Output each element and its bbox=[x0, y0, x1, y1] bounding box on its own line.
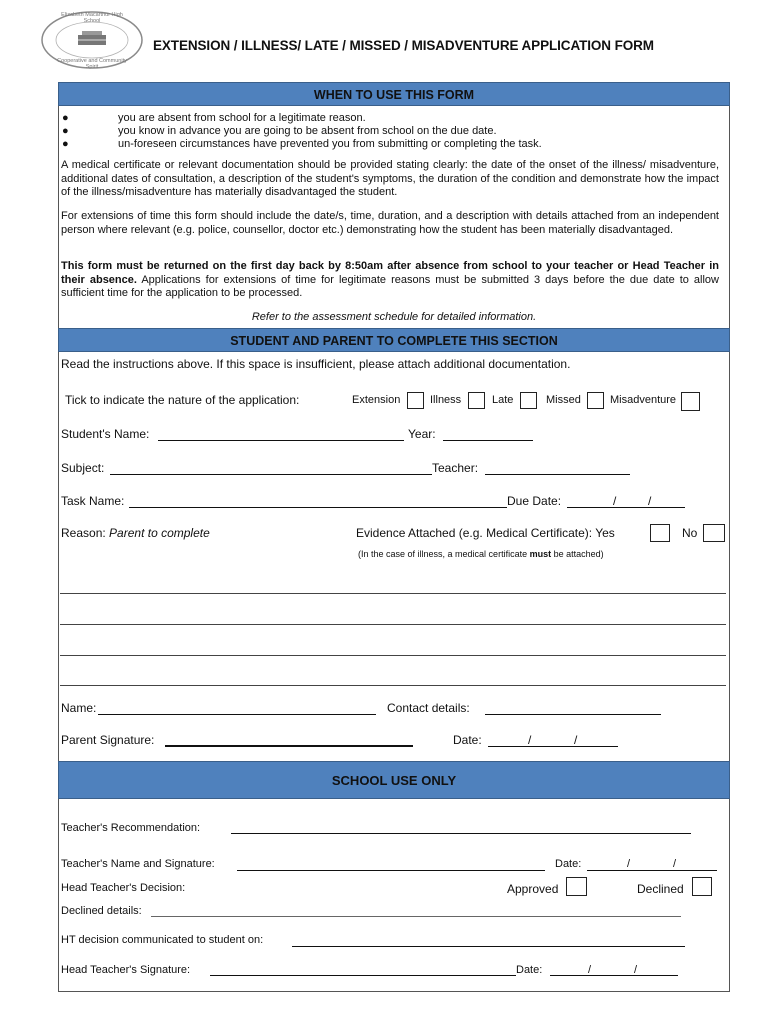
due-date-sep: / bbox=[648, 494, 652, 508]
evidence-label: Evidence Attached (e.g. Medical Certificate): Yes bbox=[356, 526, 615, 540]
recommendation-label: Teacher's Recommendation: bbox=[61, 822, 201, 834]
return-paragraph bbox=[61, 260, 719, 301]
year-field[interactable] bbox=[443, 440, 533, 441]
ht-date-label: Date: bbox=[516, 964, 543, 976]
parent-date-sep: / bbox=[574, 733, 578, 747]
ht-date-sep: / bbox=[634, 964, 638, 976]
medical-paragraph: A medical certificate or relevant documentation should be provided stating clearly: the date of the onset of the illness/ misadventure, additional dates of consultation, a description of the student's symptoms, the duration of the condition and demonstrate how the impact of the illness/misadventure has materially disadvantaged the student. bbox=[61, 159, 719, 198]
teacher-date-field[interactable] bbox=[587, 870, 717, 871]
page-title: EXTENSION / ILLNESS/ LATE / MISSED / MISADVENTURE APPLICATION FORM bbox=[153, 38, 654, 53]
option-extension-label: Extension bbox=[352, 394, 401, 406]
task-name-label: Task Name: bbox=[61, 494, 125, 508]
teacher-date-sep: / bbox=[627, 858, 631, 870]
student-name-label: Student's Name: bbox=[61, 427, 150, 441]
year-label: Year: bbox=[408, 427, 436, 441]
declined-label: Declined bbox=[637, 882, 684, 896]
communicated-field[interactable] bbox=[292, 946, 685, 947]
student-heading: STUDENT AND PARENT TO COMPLETE THIS SECTION bbox=[58, 328, 730, 352]
subject-label: Subject: bbox=[61, 461, 105, 475]
extension-checkbox[interactable] bbox=[407, 392, 424, 409]
extensions-paragraph: For extensions of time this form should include the date/s, time, duration, and a description with details attached from an independent person where relevant (e.g. police, counsellor, doctor etc.) demonstrating how the student has been materially disadvantaged. bbox=[61, 210, 719, 236]
reason-line[interactable] bbox=[60, 593, 726, 594]
parent-date-label: Date: bbox=[453, 733, 482, 747]
option-illness-label: Illness bbox=[430, 394, 462, 406]
contact-field[interactable] bbox=[485, 714, 661, 715]
parent-signature-label: Parent Signature: bbox=[61, 733, 155, 747]
due-date-label: Due Date: bbox=[507, 494, 562, 508]
bullet-icon: ● bbox=[62, 125, 69, 137]
option-late-label: Late bbox=[492, 394, 514, 406]
bullet-icon: ● bbox=[62, 112, 69, 124]
teacher-date-sep: / bbox=[673, 858, 677, 870]
ht-decision-label: Head Teacher's Decision: bbox=[61, 882, 186, 894]
reason-line[interactable] bbox=[60, 685, 726, 686]
reason-line[interactable] bbox=[60, 655, 726, 656]
student-name-field[interactable] bbox=[158, 440, 404, 441]
due-date-sep: / bbox=[613, 494, 617, 508]
subject-field[interactable] bbox=[110, 474, 432, 475]
reason-line[interactable] bbox=[60, 624, 726, 625]
approved-checkbox[interactable] bbox=[566, 877, 587, 896]
teacher-label: Teacher: bbox=[432, 461, 479, 475]
option-missed-label: Missed bbox=[546, 394, 581, 406]
ht-signature-label: Head Teacher's Signature: bbox=[61, 964, 191, 976]
teacher-signature-field[interactable] bbox=[237, 870, 545, 871]
parent-signature-field[interactable] bbox=[165, 745, 413, 747]
parent-date-field[interactable] bbox=[488, 746, 618, 747]
declined-details-field[interactable] bbox=[151, 916, 681, 917]
refer-note: Refer to the assessment schedule for detailed information. bbox=[251, 311, 537, 323]
contact-label: Contact details: bbox=[387, 701, 470, 715]
parent-name-label: Name: bbox=[61, 701, 97, 715]
bullet-text: you are absent from school for a legitimate reason. bbox=[118, 112, 366, 124]
return-bold: This form must be returned on the first day back by 8:50am after absence from school to your teacher or Head Teacher in their absence. bbox=[61, 260, 719, 286]
illness-note-a: (In the case of illness, a medical certificate bbox=[358, 549, 530, 559]
misadventure-checkbox[interactable] bbox=[681, 392, 700, 411]
approved-label: Approved bbox=[507, 882, 559, 896]
illness-note-c: be attached) bbox=[551, 549, 604, 559]
illness-checkbox[interactable] bbox=[468, 392, 485, 409]
evidence-yes-checkbox[interactable] bbox=[650, 524, 670, 542]
instructions-text: Read the instructions above. If this space is insufficient, please attach additional documentation. bbox=[61, 357, 571, 371]
parent-name-field[interactable] bbox=[98, 714, 376, 715]
reason-hint: Parent to complete bbox=[109, 526, 210, 540]
illness-note-must: must bbox=[529, 549, 552, 559]
tick-label: Tick to indicate the nature of the application: bbox=[65, 393, 300, 407]
recommendation-field[interactable] bbox=[231, 833, 691, 834]
task-name-field[interactable] bbox=[129, 507, 507, 508]
teacher-date-label: Date: bbox=[555, 858, 582, 870]
evidence-no-checkbox[interactable] bbox=[703, 524, 725, 542]
bullet-text: un-foreseen circumstances have prevented you from submitting or completing the task. bbox=[118, 138, 542, 150]
late-checkbox[interactable] bbox=[520, 392, 537, 409]
missed-checkbox[interactable] bbox=[587, 392, 604, 409]
due-date-field[interactable] bbox=[567, 507, 685, 508]
declined-checkbox[interactable] bbox=[692, 877, 712, 896]
communicated-label: HT decision communicated to student on: bbox=[61, 934, 264, 946]
return-rest: Applications for extensions of time for legitimate reasons must be submitted 3 days before the due date to allow sufficient time for the application to be processed. bbox=[61, 273, 719, 299]
ht-date-field[interactable] bbox=[550, 975, 678, 976]
reason-label-text: Reason: bbox=[61, 526, 106, 540]
declined-details-label: Declined details: bbox=[61, 905, 142, 917]
parent-date-sep: / bbox=[528, 733, 532, 747]
teacher-field[interactable] bbox=[485, 474, 630, 475]
school-heading: SCHOOL USE ONLY bbox=[58, 761, 730, 799]
logo-text-top: Elizabeth Macarthur High School bbox=[61, 12, 123, 24]
illness-note bbox=[358, 549, 604, 559]
bullet-icon: ● bbox=[62, 138, 69, 150]
reason-label bbox=[61, 526, 210, 540]
option-misadventure-label: Misadventure bbox=[610, 394, 677, 406]
ht-date-sep: / bbox=[588, 964, 592, 976]
logo-text-bottom: Cooperative and Community Spirit bbox=[57, 58, 127, 70]
evidence-no-label: No bbox=[682, 526, 698, 540]
when-heading: WHEN TO USE THIS FORM bbox=[58, 82, 730, 106]
teacher-signature-label: Teacher's Name and Signature: bbox=[61, 858, 215, 870]
bullet-text: you know in advance you are going to be absent from school on the due date. bbox=[118, 125, 497, 137]
ht-signature-field[interactable] bbox=[210, 975, 516, 976]
